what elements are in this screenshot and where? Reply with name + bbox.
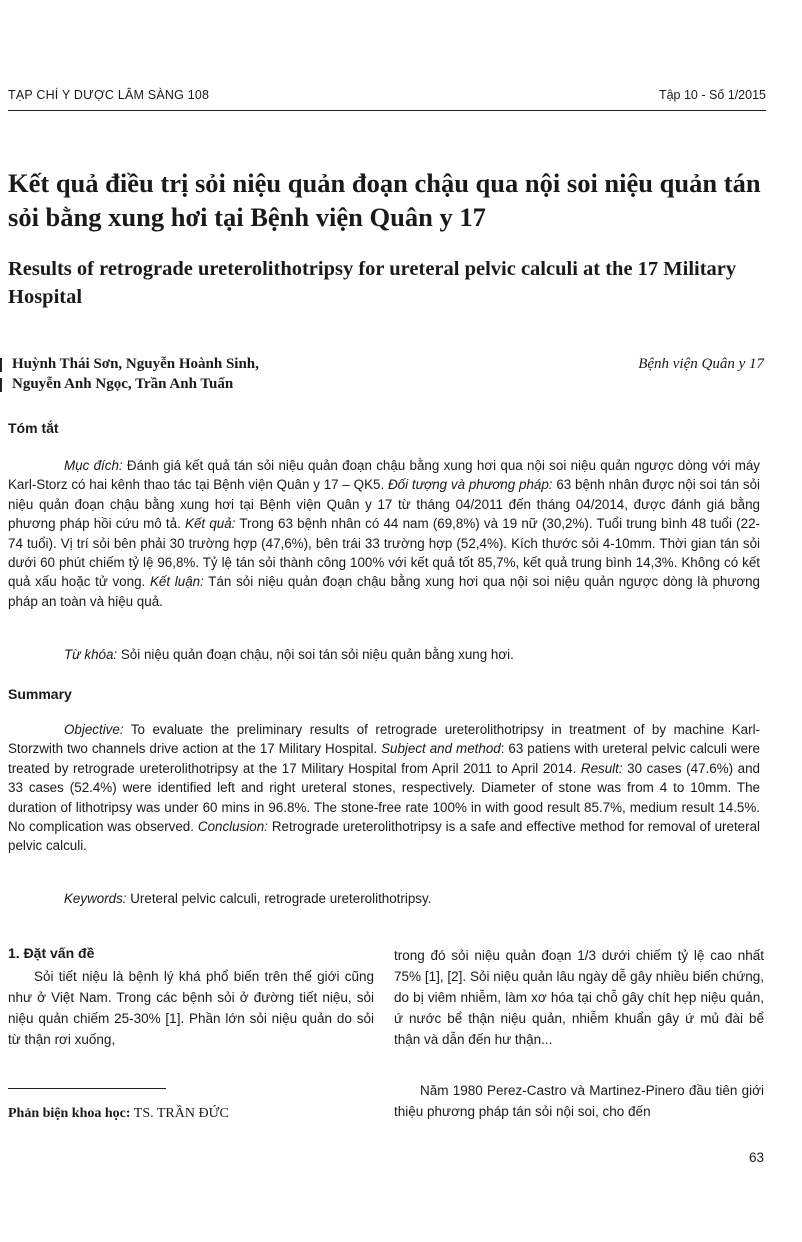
footnote-rule — [8, 1088, 166, 1089]
authors-line-2: Nguyễn Anh Ngọc, Trần Anh Tuấn — [12, 376, 234, 392]
intro-column-2-paragraph-1: trong đó sỏi niệu quản đoạn 1/3 dưới chiếm tỷ lệ cao nhất 75% [1], [2]. Sỏi niệu quản lâu ngày dễ gây nhiều biến chứng, do bị viêm nhiễm, làm xơ hóa tại chỗ gây chít hẹp niệu quản, ứ nước bể thận niệu quản, nhiễm khuẩn gây ứ mủ đài bể thận và dẫn đến hư thận... — [394, 948, 764, 1047]
conclusion-text: Tán sỏi niệu quản đoạn chậu bằng xung hơi qua nội soi niệu quản ngược dòng là phương pháp an toàn và hiệu quả. — [8, 574, 761, 609]
method-label: Subject and method — [381, 741, 501, 757]
keywords-text: Ureteral pelvic calculi, retrograde ureterolithotripsy. — [126, 891, 432, 906]
abstract-vi-heading: Tóm tắt — [8, 420, 59, 436]
issue-info: Tập 10 - Số 1/2015 — [658, 88, 766, 102]
title-english: Results of retrograde ureterolithotripsy for ureteral pelvic calculi at the 17 Military Hospital — [8, 258, 737, 308]
author-margin-mark — [0, 378, 2, 392]
abstract-vi-body — [8, 456, 760, 611]
keywords-vi — [8, 645, 760, 664]
affiliation: Bệnh viện Quân y 17 — [638, 356, 764, 372]
keywords-en — [8, 889, 760, 908]
intro-column-1: Sỏi tiết niệu là bệnh lý khá phổ biến trên thế giới cũng như ở Việt Nam. Trong các bệnh sỏi ở đường tiết niệu, sỏi niệu quản chiếm 25-30% [1]. Phần lớn sỏi niệu quản do sỏi từ thận rơi xuống, — [8, 969, 374, 1047]
conclusion-text: Retrograde ureterolithotripsy is a safe and effective method for removal of ureteral pelvic calculi. — [8, 819, 760, 854]
reviewer-label: Phản biện khoa học: — [8, 1106, 131, 1121]
journal-name: TẠP CHÍ Y DƯỢC LÂM SÀNG 108 — [8, 88, 210, 102]
abstract-en-body — [8, 720, 760, 856]
title-vietnamese: Kết quả điều trị sỏi niệu quản đoạn chậu qua nội soi niệu quản tán sỏi bằng xung hơi tại Bệnh viện Quân y 17 — [8, 168, 761, 232]
method-text: : 63 patiens with ureteral pelvic calculi were treated by retrograde ureterolithotripsy at the 17 Military Hospital from April 2011 to April 2014. — [8, 741, 760, 776]
objective-label: Mục đích: — [64, 458, 123, 473]
method-text: 63 bệnh nhân được nội soi tán sỏi niệu quản đoạn chậu bằng xung hơi tại Bệnh viện Quân y 17 từ tháng 04/2011 đến tháng 04/2014, được đánh giá bằng phương pháp hồi cứu mô tả. — [8, 477, 760, 532]
page-number: 63 — [748, 1150, 764, 1165]
conclusion-label: Kết luận: — [149, 574, 204, 590]
author-margin-mark — [0, 358, 2, 372]
reviewer-name: TS. TRẦN ĐỨC — [130, 1106, 229, 1121]
objective-text: To evaluate the preliminary results of retrograde ureterolithotripsy in treatment of by machine Karl-Storzwith two channels drive action at the 17 Military Hospital. — [8, 722, 760, 757]
keywords-label: Từ khóa: — [64, 647, 118, 662]
abstract-en-heading: Summary — [8, 686, 72, 702]
reviewer-footnote — [8, 1106, 229, 1122]
intro-column-2-paragraph-2: Năm 1980 Perez-Castro và Martinez-Pinero đầu tiên giới thiệu phương pháp tán sỏi nội soi, cho đến — [394, 1083, 764, 1119]
objective-label: Objective: — [64, 722, 124, 737]
objective-text: Đánh giá kết quả tán sỏi niệu quản đoạn chậu bằng xung hơi qua nội soi niệu quản ngược dòng với máy Karl-Storz có hai kênh thao tác tại Bệnh viện Quân y 17 – QK5. — [8, 458, 760, 493]
intro-heading: 1. Đặt vấn đề — [8, 945, 95, 961]
result-text: 30 cases (47.6%) and 33 cases (52.4%) were identified left and right ureteral stones, respectively. Diameter of stone was from 4 to 10mm. The duration of lithotripsy was under 60 mins in 96.8%. The stone-free rate 100% in with good result 85.7%, medium result 14.5%. No complication was observed. — [8, 760, 760, 835]
conclusion-label: Conclusion: — [197, 819, 268, 835]
result-label: Kết quả: — [185, 516, 236, 532]
header-rule — [8, 110, 766, 111]
method-label: Đối tượng và phương pháp: — [388, 477, 553, 493]
authors-line-1: Huỳnh Thái Sơn, Nguyễn Hoành Sinh, — [12, 356, 259, 372]
keywords-label: Keywords: — [64, 891, 127, 906]
keywords-text: Sỏi niệu quản đoạn chậu, nội soi tán sỏi niệu quản bằng xung hơi. — [117, 647, 514, 662]
result-text: Trong 63 bệnh nhân có 44 nam (69,8%) và 19 nữ (30,2%). Tuổi trung bình 48 tuổi (22-74 tuổi). Vị trí sỏi bên phải 30 trường hợp (47,6%), bên trái 33 trường hợp (52,4%). Kích thước sỏi 4-10mm. Thời gian tán sỏi dưới 60 phút chiếm tỷ lệ 96,8%. Tỷ lệ tán sỏi thành công 100% với kết quả tốt 85,7%, kết quả trung bình 14,3%. Không có kết quả xấu hoặc tử vong. — [8, 516, 760, 590]
result-label: Result: — [580, 760, 623, 776]
